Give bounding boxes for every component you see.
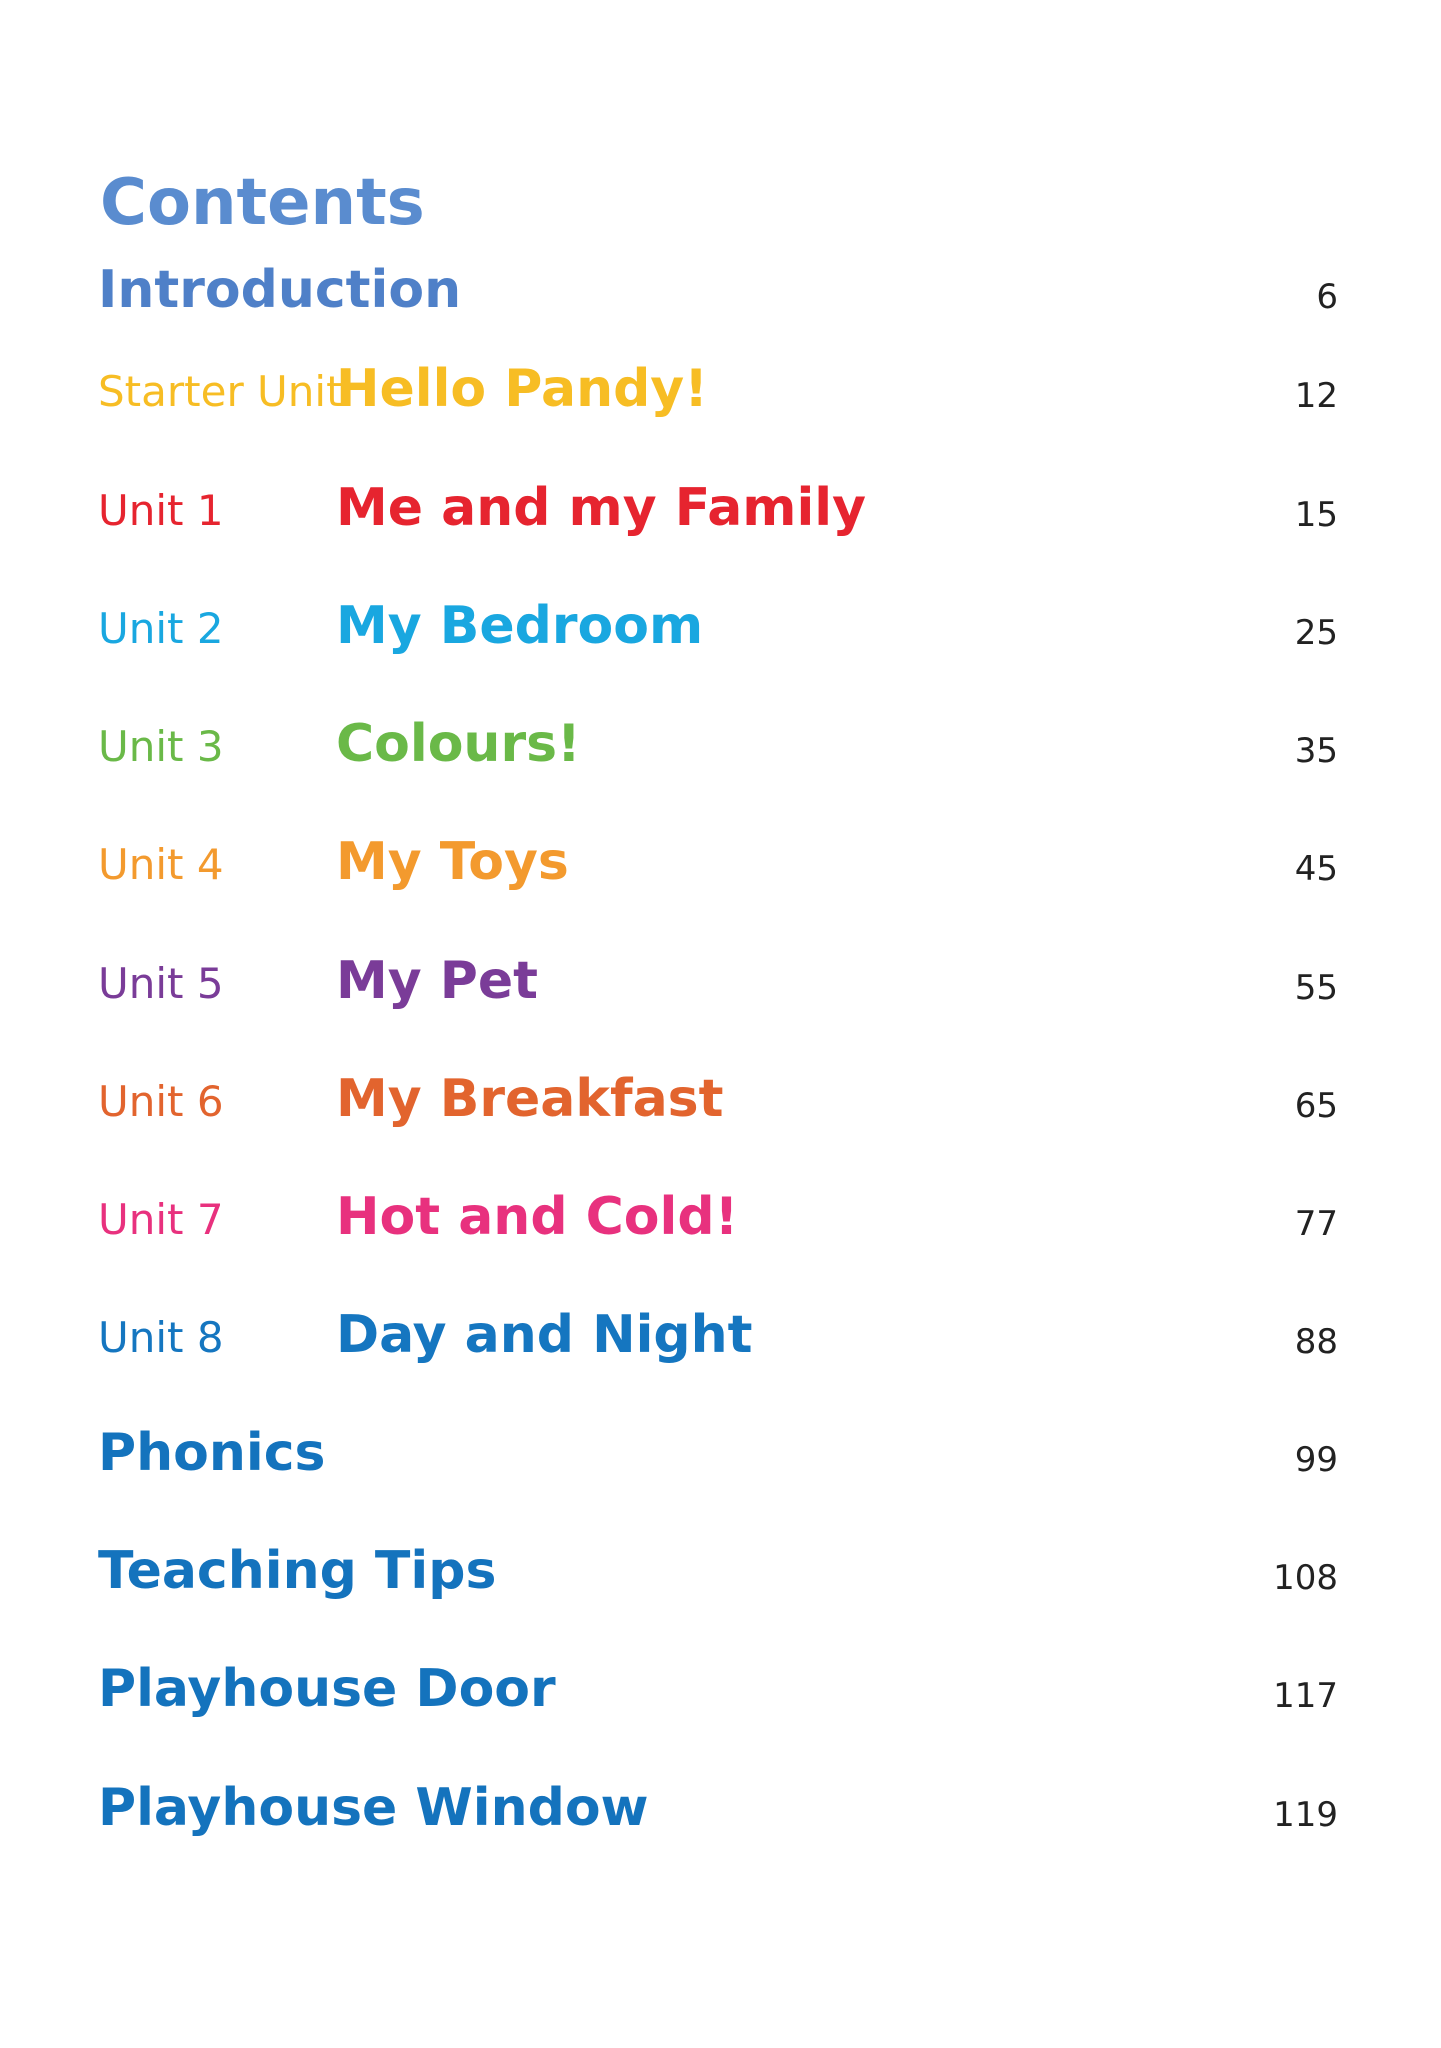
- toc-entry-page-number: 99: [1294, 1440, 1338, 1480]
- toc-entry-title: Phonics: [98, 1423, 326, 1483]
- toc-entry-prefix: Unit 5: [98, 959, 224, 1008]
- page-title: Contents: [100, 165, 425, 240]
- toc-entry-page-number: 35: [1294, 731, 1338, 771]
- toc-entry-prefix: Unit 4: [98, 840, 224, 889]
- toc-entry-unit-2[interactable]: [98, 586, 1338, 666]
- toc-entry-title: My Breakfast: [336, 1069, 724, 1129]
- toc-entry-teaching-tips[interactable]: [98, 1531, 1338, 1611]
- toc-entry-title: Teaching Tips: [98, 1541, 497, 1601]
- toc-entry-page-number: 12: [1294, 376, 1338, 416]
- toc-entry-title: Day and Night: [336, 1305, 753, 1365]
- toc-entry-title: Hello Pandy!: [336, 359, 708, 419]
- toc-entry-unit-8[interactable]: [98, 1295, 1338, 1375]
- toc-entry-prefix: Unit 1: [98, 486, 224, 535]
- toc-entry-title: Colours!: [336, 714, 581, 774]
- toc-entry-unit-7[interactable]: [98, 1177, 1338, 1257]
- toc-entry-phonics[interactable]: [98, 1413, 1338, 1493]
- toc-entry-unit-6[interactable]: [98, 1059, 1338, 1139]
- toc-entry-page-number: 25: [1294, 613, 1338, 653]
- toc-entry-page-number: 45: [1294, 849, 1338, 889]
- toc-entry-page-number: 15: [1294, 495, 1338, 535]
- toc-entry-prefix: Unit 8: [98, 1313, 224, 1362]
- toc-entry-unit-3[interactable]: [98, 704, 1338, 784]
- toc-entry-playhouse-door[interactable]: [98, 1649, 1338, 1729]
- toc-entry-title: Playhouse Door: [98, 1659, 556, 1719]
- toc-entry-page-number: 6: [1316, 277, 1338, 317]
- toc-entry-title: My Toys: [336, 832, 569, 892]
- toc-entry-page-number: 108: [1273, 1558, 1338, 1598]
- toc-entry-page-number: 88: [1294, 1322, 1338, 1362]
- toc-entry-title: Me and my Family: [336, 478, 867, 538]
- toc-entry-prefix: Unit 6: [98, 1077, 224, 1126]
- toc-entry-prefix: Starter Unit: [98, 367, 343, 416]
- toc-entry-page-number: 65: [1294, 1086, 1338, 1126]
- toc-entry-prefix: Unit 2: [98, 604, 224, 653]
- toc-entry-introduction[interactable]: [98, 250, 1338, 330]
- toc-entry-page-number: 117: [1273, 1676, 1338, 1716]
- toc-entry-title: Playhouse Window: [98, 1778, 649, 1838]
- toc-entry-page-number: 77: [1294, 1204, 1338, 1244]
- toc-entry-starter-unit[interactable]: [98, 349, 1338, 429]
- toc-entry-title: Hot and Cold!: [336, 1187, 739, 1247]
- toc-entry-prefix: Unit 3: [98, 722, 224, 771]
- toc-entry-page-number: 119: [1273, 1795, 1338, 1835]
- toc-entry-unit-1[interactable]: [98, 468, 1338, 548]
- toc-entry-prefix: Unit 7: [98, 1195, 224, 1244]
- toc-entry-title: My Pet: [336, 951, 538, 1011]
- toc-entry-title: Introduction: [98, 260, 462, 320]
- toc-entry-unit-4[interactable]: [98, 822, 1338, 902]
- toc-entry-playhouse-window[interactable]: [98, 1768, 1338, 1848]
- toc-entry-page-number: 55: [1294, 968, 1338, 1008]
- toc-entry-title: My Bedroom: [336, 596, 704, 656]
- toc-entry-unit-5[interactable]: [98, 941, 1338, 1021]
